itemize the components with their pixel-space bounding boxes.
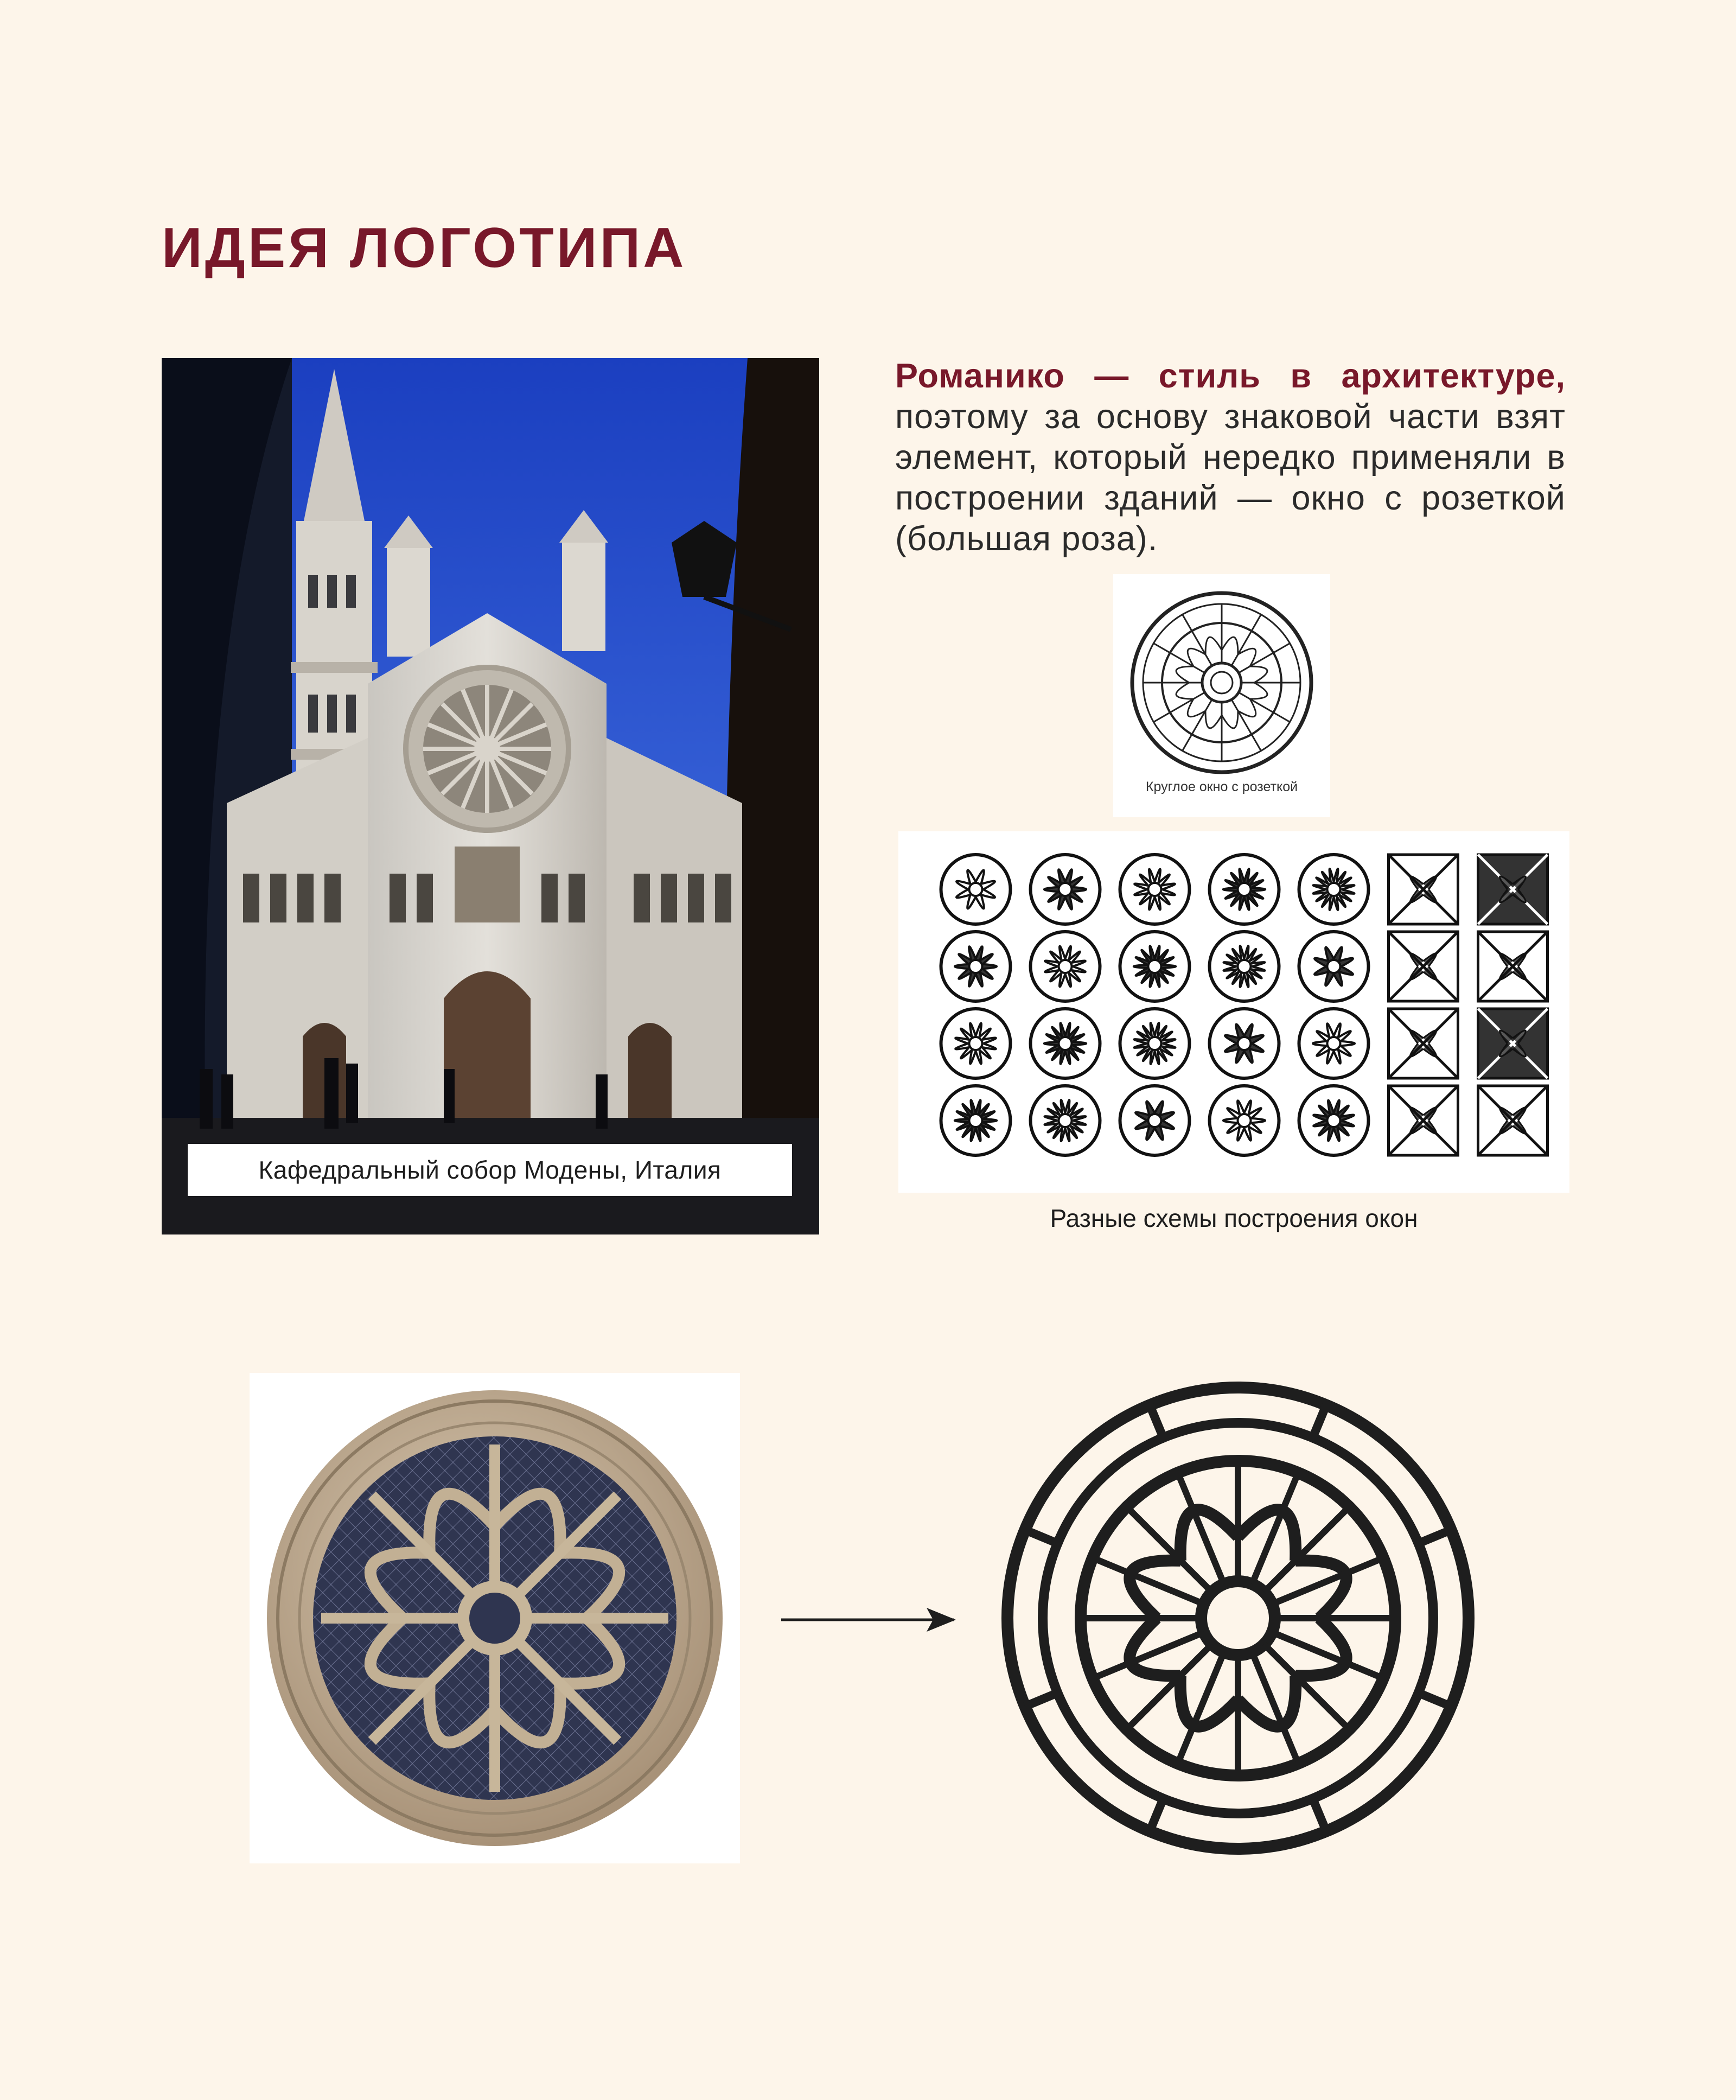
scheme-cell — [1478, 1009, 1548, 1078]
scheme-cell — [1120, 932, 1190, 1001]
scheme-cell — [1389, 1086, 1458, 1155]
cathedral-photo — [162, 358, 819, 1234]
scheme-cell — [1210, 1086, 1279, 1155]
scheme-cell — [1031, 1009, 1100, 1078]
scheme-cell — [1478, 1086, 1548, 1155]
scheme-cell — [941, 1086, 1011, 1155]
scheme-cell — [1389, 932, 1458, 1001]
scheme-cell — [1299, 855, 1369, 924]
scheme-cell — [1299, 1009, 1369, 1078]
page-title: ИДЕЯ ЛОГОТИПА — [162, 217, 687, 279]
scheme-cell — [941, 855, 1011, 924]
stone-window-drawing — [250, 1373, 740, 1863]
cathedral-illustration — [162, 358, 819, 1234]
scheme-cell — [1120, 855, 1190, 924]
scheme-cell — [1299, 1086, 1369, 1155]
rose-sketch-drawing — [1113, 574, 1330, 775]
scheme-cell — [1210, 855, 1279, 924]
scheme-cell — [1210, 1009, 1279, 1078]
grid-caption: Разные схемы построения окон — [1050, 1204, 1418, 1232]
scheme-cell — [1031, 1086, 1100, 1155]
window-schemes-drawing — [898, 831, 1569, 1193]
description-paragraph — [895, 356, 1566, 559]
arrow-right-icon — [781, 1606, 960, 1633]
scheme-cell — [1031, 855, 1100, 924]
description-accent: Романико — стиль в архитектуре, — [895, 357, 1566, 395]
scheme-cell — [1389, 855, 1458, 924]
photo-caption: Кафедральный собор Модены, Италия — [188, 1144, 792, 1196]
scheme-cell — [1120, 1086, 1190, 1155]
scheme-cell — [1389, 1009, 1458, 1078]
scheme-cell — [1299, 932, 1369, 1001]
rose-window-sketch — [1113, 574, 1330, 817]
scheme-cell — [1478, 932, 1548, 1001]
scheme-cell — [1120, 1009, 1190, 1078]
scheme-cell — [1210, 932, 1279, 1001]
sketch-caption: Круглое окно с розеткой — [1145, 779, 1298, 794]
rose-window-logo-icon — [993, 1373, 1483, 1863]
scheme-cell — [1031, 932, 1100, 1001]
window-schemes-grid — [898, 831, 1569, 1193]
scheme-cell — [1478, 855, 1548, 924]
scheme-cell — [941, 932, 1011, 1001]
description-body: поэтому за основу знаковой части взят элемент, который нередко применяли в построении зданий — окно с розеткой (большая роза). — [895, 398, 1566, 558]
scheme-cell — [941, 1009, 1011, 1078]
stone-window-photo — [250, 1373, 740, 1863]
